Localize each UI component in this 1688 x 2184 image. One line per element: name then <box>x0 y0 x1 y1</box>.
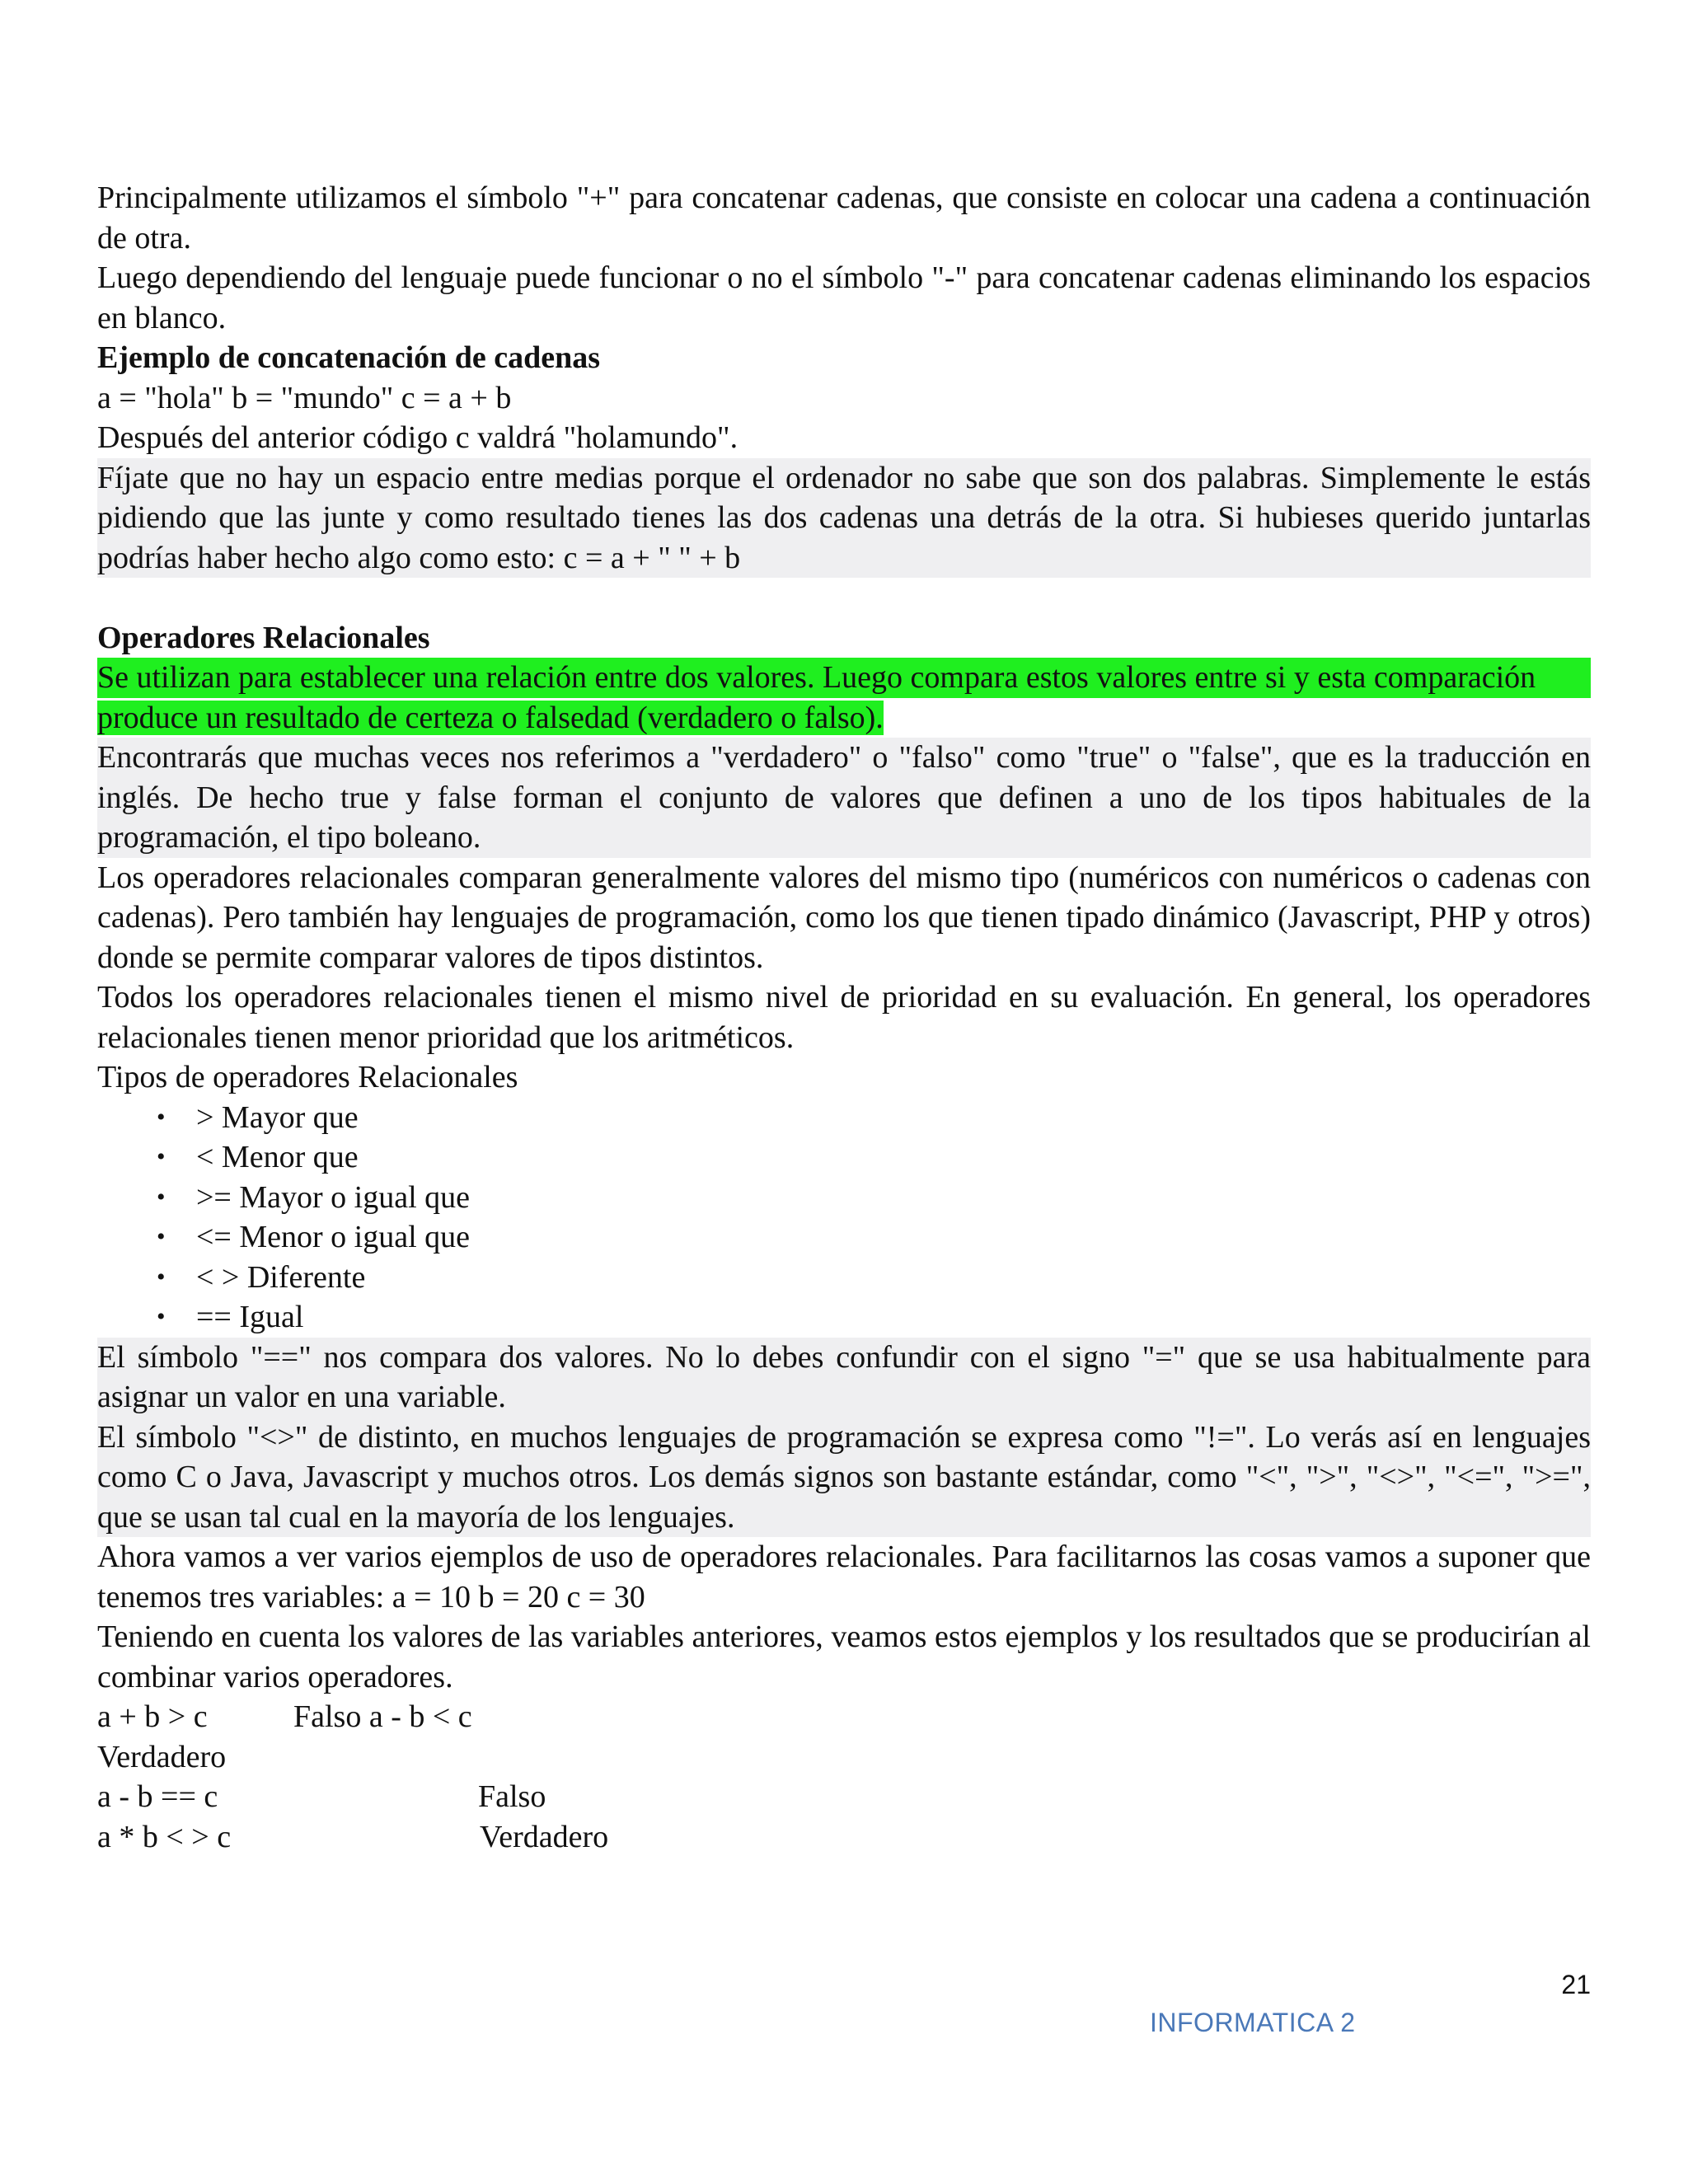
bullet-icon: • <box>157 1303 166 1330</box>
highlighted-definition-line-1: Se utilizan para establecer una relación entre dos valores. Luego compara estos valores entre si y esta comparación <box>97 658 1591 698</box>
heading-concat-example: Ejemplo de concatenación de cadenas <box>97 340 601 375</box>
paragraph-examples-intro: Ahora vamos a ver varios ejemplos de uso de operadores relacionales. Para facilitarnos las cosas vamos a suponer que tenemos tres variables: a = 10 b = 20 c = 30 <box>97 1540 1591 1615</box>
list-item: • == Igual <box>97 1297 1591 1338</box>
paragraph-compare-types: Los operadores relacionales comparan generalmente valores del mismo tipo (numéricos con numéricos o cadenas con cadenas). Pero también hay lenguajes de programación, como los que tienen tipado dinámico (Javascript, PHP y otros) donde se permite comparar valores de tipos distintos. <box>97 860 1591 975</box>
paragraph-concat-note: Fíjate que no hay un espacio entre medias porque el ordenador no sabe que son dos palabras. Simplemente le estás pidiendo que las junte y como resultado tienes las dos cadenas una detrás de la otra. Si hubieses querido juntarlas podrías haber hecho algo como esto: c = a + " " + b <box>97 458 1591 579</box>
list-item: • > Mayor que <box>97 1098 1591 1138</box>
list-item: • >= Mayor o igual que <box>97 1178 1591 1218</box>
example-row-3 <box>97 1777 1591 1817</box>
example-expression: a + b > c <box>97 1699 208 1734</box>
bullet-icon: • <box>157 1103 166 1131</box>
paragraph-priority: Todos los operadores relacionales tienen el mismo nivel de prioridad en su evaluación. En general, los operadores relacionales tienen menor prioridad que los aritméticos. <box>97 980 1591 1055</box>
footer-course-title: INFORMATICA 2 <box>1150 2008 1356 2037</box>
example-result: Verdadero <box>480 1819 609 1854</box>
list-item: • < Menor que <box>97 1137 1591 1178</box>
list-item: • <= Menor o igual que <box>97 1217 1591 1258</box>
example-result: Falso <box>478 1779 546 1814</box>
example-expression: a - b == c <box>97 1779 218 1814</box>
code-example-line: a = "hola" b = "mundo" c = a + b <box>97 380 512 415</box>
paragraph-equals-symbol: El símbolo "==" nos compara dos valores. No lo debes confundir con el signo "=" que se usa habitualmente para asignar un valor en una variable. <box>97 1338 1591 1418</box>
example-expression: a * b < > c <box>97 1819 232 1854</box>
example-result: Verdadero <box>97 1739 227 1774</box>
blank-line <box>97 578 1591 618</box>
highlighted-definition-line-2: produce un resultado de certeza o falsedad (verdadero o falso). <box>97 700 884 735</box>
paragraph-distinct-symbol: El símbolo "<>" de distinto, en muchos lenguajes de programación se expresa como "!=". Lo verás así en lenguajes como C o Java, Javascript y muchos otros. Los demás signos son bastante estándar, como "<", ">", "<>", "<=", ">=", que se usan tal cual en la mayoría de los lenguajes. <box>97 1418 1591 1538</box>
document-body <box>97 178 1591 1857</box>
heading-relational-operators: Operadores Relacionales <box>97 620 430 655</box>
page-number: 21 <box>1561 1970 1591 1999</box>
example-row-2 <box>97 1737 1591 1778</box>
bullet-icon: • <box>157 1263 166 1291</box>
paragraph-concat-minus: Luego dependiendo del lenguaje puede funcionar o no el símbolo "-" para concatenar cadenas eliminando los espacios en blanco. <box>97 260 1591 335</box>
example-row-1 <box>97 1697 1591 1737</box>
operators-list <box>97 1098 1591 1338</box>
bullet-icon: • <box>157 1143 166 1170</box>
paragraph-true-false: Encontrarás que muchas veces nos referimos a "verdadero" o "falso" como "true" o "false", que es la traducción en inglés. De hecho true y false forman el conjunto de valores que definen a uno de los tipos habituales de la programación, el tipo boleano. <box>97 738 1591 858</box>
paragraph-examples-context: Teniendo en cuenta los valores de las variables anteriores, veamos estos ejemplos y los resultados que se producirían al combinar varios operadores. <box>97 1619 1591 1694</box>
list-item: • < > Diferente <box>97 1258 1591 1298</box>
bullet-icon: • <box>157 1183 166 1211</box>
operators-list-title: Tipos de operadores Relacionales <box>97 1060 518 1094</box>
highlighted-definition-line-2-wrap <box>97 698 1591 738</box>
paragraph-concat-result: Después del anterior código c valdrá "holamundo". <box>97 420 738 455</box>
example-result: Falso a - b < c <box>293 1699 472 1734</box>
paragraph-concat-intro: Principalmente utilizamos el símbolo "+" para concatenar cadenas, que consiste en colocar una cadena a continuación de otra. <box>97 180 1591 255</box>
example-row-4 <box>97 1817 1591 1858</box>
bullet-icon: • <box>157 1223 166 1250</box>
